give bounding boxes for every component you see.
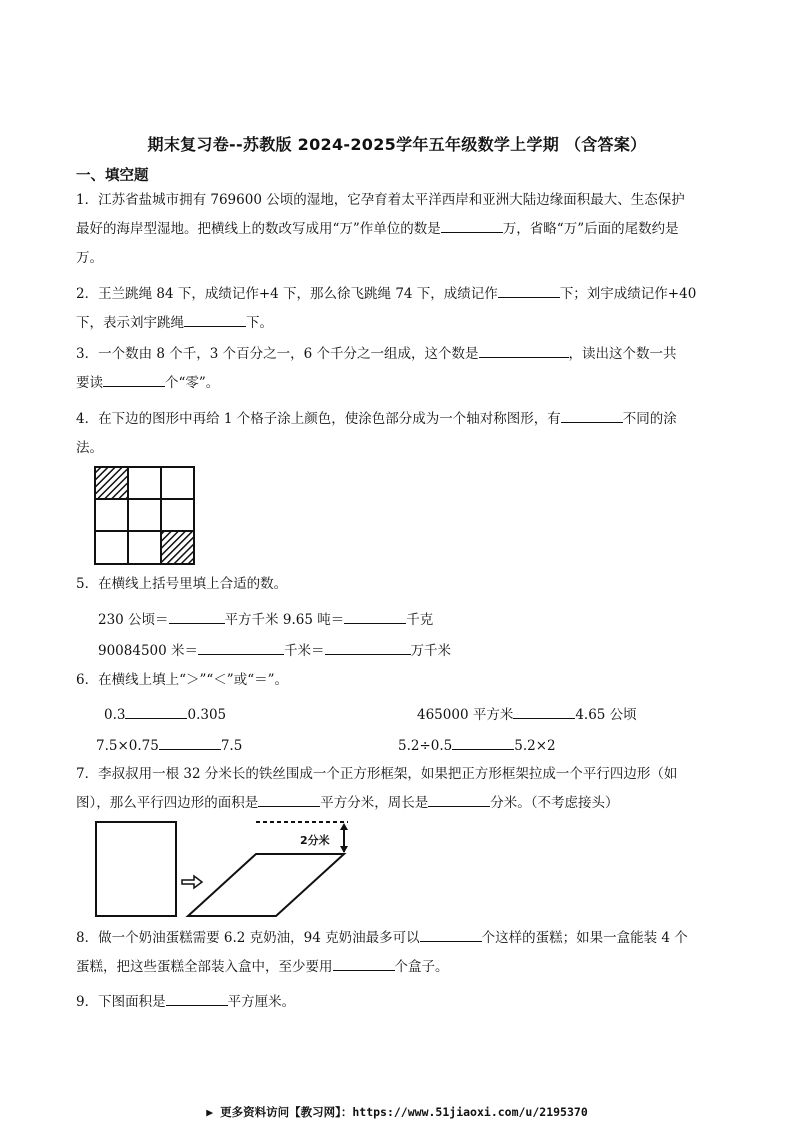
parallelogram-frame bbox=[188, 854, 344, 916]
q3-line1: 3．一个数由 8 个千，3 个百分之一，6 个千分之一组成，这个数是 ，读出这个数一共 bbox=[76, 340, 716, 369]
q6-item1: 0.3 0.305 bbox=[104, 703, 226, 723]
q6-item4: 5.2÷0.5 5.2×2 bbox=[398, 734, 556, 754]
question-4 bbox=[76, 405, 716, 463]
q5-instruction: 5．在横线上括号里填上合适的数。 bbox=[76, 576, 288, 592]
q6-item2: 465000 平方米 4.65 公顷 bbox=[417, 703, 637, 723]
answer-blank[interactable] bbox=[441, 217, 503, 233]
q1-line1: 1．江苏省盐城市拥有 769600 公顷的湿地，它孕育着太平洋西岸和亚洲大陆边缘面积最大、生态保护 bbox=[76, 192, 685, 208]
answer-blank[interactable] bbox=[420, 926, 482, 942]
q3-line2: 要读 个“零”。 bbox=[76, 369, 716, 398]
q7-line2: 图），那么平行四边形的面积是 平方分米，周长是 分米。（不考虑接头） bbox=[76, 789, 716, 818]
answer-blank[interactable] bbox=[452, 734, 514, 750]
answer-blank[interactable] bbox=[498, 282, 560, 298]
answer-blank[interactable] bbox=[184, 311, 246, 327]
question-8 bbox=[76, 924, 716, 982]
q6-instruction: 6．在横线上填上“＞”“＜”或“＝”。 bbox=[76, 672, 288, 688]
q4-line2: 法。 bbox=[76, 440, 103, 456]
square-to-parallelogram-figure bbox=[94, 818, 356, 920]
shaded-cell bbox=[95, 467, 128, 499]
footer-link[interactable]: ▶ 更多资料访问【教习网】：https://www.51jiaoxi.com/u/2195370 bbox=[206, 1105, 588, 1119]
answer-blank[interactable] bbox=[428, 791, 490, 807]
question-2 bbox=[76, 280, 716, 338]
q1-line3: 万。 bbox=[76, 250, 103, 266]
q2-line2: 下，表示刘宇跳绳 下。 bbox=[76, 309, 716, 338]
q8-line2: 蛋糕，把这些蛋糕全部装入盒中，至少要用 个盒子。 bbox=[76, 953, 716, 982]
square-frame bbox=[96, 822, 176, 916]
answer-blank[interactable] bbox=[169, 608, 225, 624]
q7-line1: 7．李叔叔用一根 32 分米长的铁丝围成一个正方形框架，如果把正方形框架拉成一个平行四边形（如 bbox=[76, 766, 678, 782]
answer-blank[interactable] bbox=[103, 371, 165, 387]
q5-row1: 230 公顷＝ 平方千米 9.65 吨＝ 千克 bbox=[98, 608, 433, 628]
question-7 bbox=[76, 760, 716, 818]
q6-item3: 7.5×0.75 7.5 bbox=[96, 734, 242, 754]
answer-blank[interactable] bbox=[258, 791, 320, 807]
q2-line1: 2．王兰跳绳 84 下，成绩记作+4 下，那么徐飞跳绳 74 下，成绩记作 下；刘宇成绩记作+40 bbox=[76, 280, 716, 309]
q5-row2: 90084500 米＝ 千米＝ 万千米 bbox=[98, 639, 451, 659]
q8-line1: 8．做一个奶油蛋糕需要 6.2 克奶油，94 克奶油最多可以 个这样的蛋糕；如果一盒能装 4 个 bbox=[76, 924, 716, 953]
grid-figure bbox=[94, 466, 198, 566]
answer-blank[interactable] bbox=[479, 342, 569, 358]
shaded-cell bbox=[161, 531, 194, 564]
question-9 bbox=[76, 988, 716, 1017]
question-3 bbox=[76, 340, 716, 398]
question-6 bbox=[76, 666, 716, 695]
answer-blank[interactable] bbox=[344, 608, 406, 624]
answer-blank[interactable] bbox=[513, 703, 575, 719]
q1-line2: 最好的海岸型湿地。把横线上的数改写成用“万”作单位的数是 万，省略“万”后面的尾数约是 bbox=[76, 215, 716, 244]
answer-blank[interactable] bbox=[125, 703, 187, 719]
answer-blank[interactable] bbox=[198, 639, 284, 655]
section-heading: 一、填空题 bbox=[76, 168, 149, 184]
answer-blank[interactable] bbox=[325, 639, 411, 655]
answer-blank[interactable] bbox=[333, 955, 395, 971]
q9-line1: 9．下图面积是 平方厘米。 bbox=[76, 988, 716, 1017]
arrow-right-icon bbox=[182, 876, 202, 888]
question-5 bbox=[76, 570, 716, 599]
answer-blank[interactable] bbox=[159, 734, 221, 750]
q4-line1: 4．在下边的图形中再给 1 个格子涂上颜色，使涂色部分成为一个轴对称图形，有 不同的涂 bbox=[76, 405, 716, 434]
answer-blank[interactable] bbox=[561, 407, 623, 423]
question-1 bbox=[76, 186, 716, 273]
answer-blank[interactable] bbox=[166, 990, 228, 1006]
height-label: 2分米 bbox=[300, 834, 330, 847]
page-title: 期末复习卷--苏教版 2024-2025学年五年级数学上学期 （含答案） bbox=[147, 135, 647, 154]
